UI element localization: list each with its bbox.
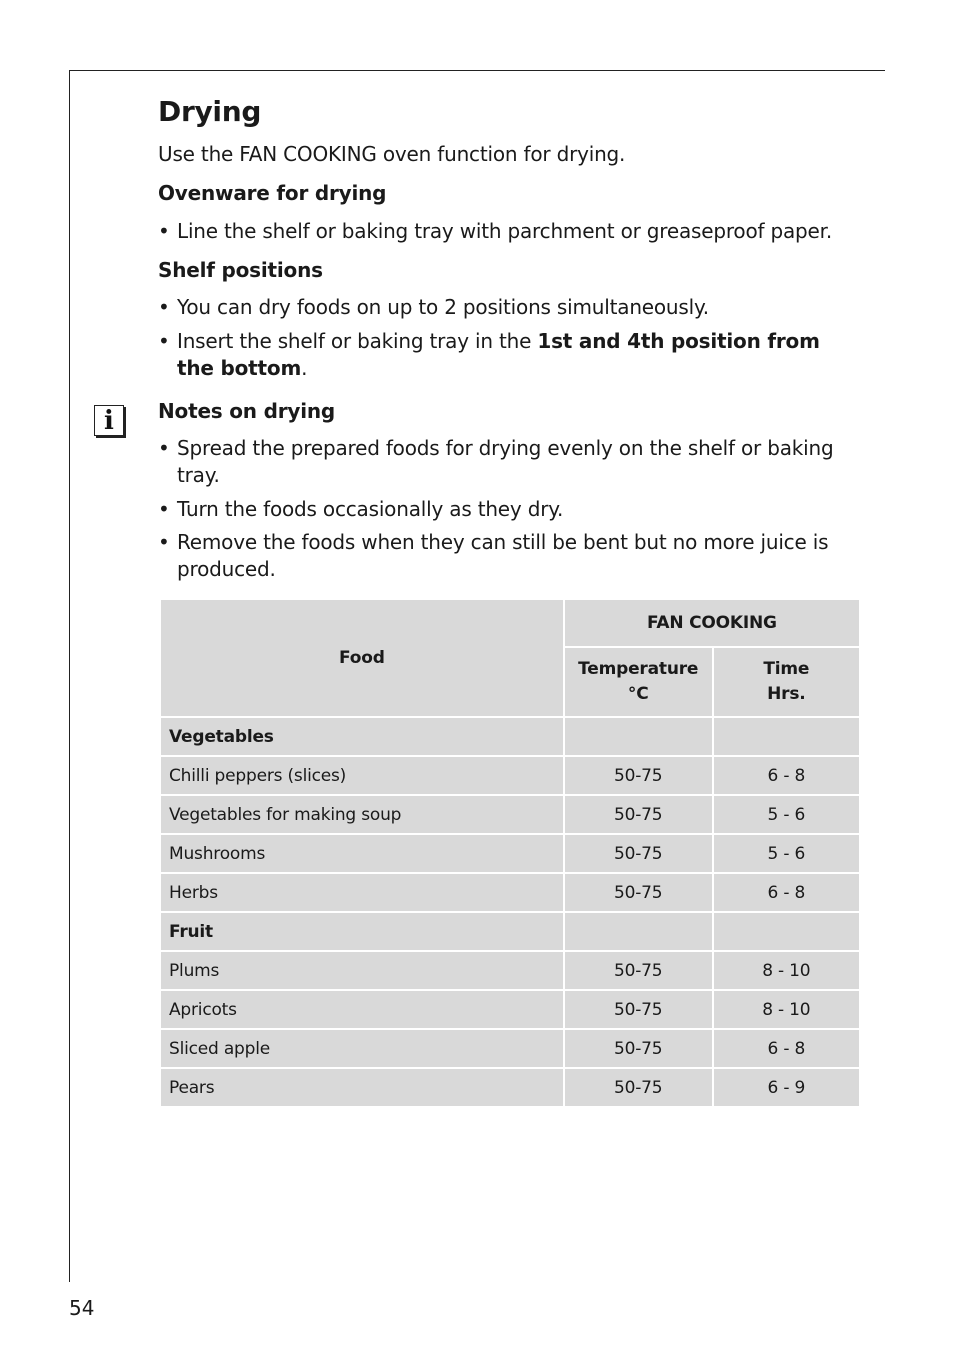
food-cell: Pears xyxy=(161,1069,563,1106)
shelf-heading: Shelf positions xyxy=(158,258,323,282)
info-icon: i xyxy=(94,405,124,436)
table-row xyxy=(161,1069,859,1106)
shelf-bullet-2 xyxy=(158,328,858,382)
header-time xyxy=(714,648,859,716)
empty-cell xyxy=(714,913,859,950)
food-cell: Sliced apple xyxy=(161,1030,563,1067)
temp-cell: 50-75 xyxy=(565,1030,712,1067)
table-row xyxy=(161,796,859,833)
top-rule xyxy=(69,70,885,71)
header-temp-unit: °C xyxy=(627,684,649,704)
bullet-text: Turn the foods occasionally as they dry. xyxy=(177,497,564,521)
empty-cell xyxy=(565,913,712,950)
header-time-label: Time xyxy=(763,659,810,679)
food-cell: Apricots xyxy=(161,991,563,1028)
food-cell: Chilli peppers (slices) xyxy=(161,757,563,794)
left-rule xyxy=(69,70,70,1282)
bullet-dot: • xyxy=(158,530,170,554)
temp-cell: 50-75 xyxy=(565,835,712,872)
notes-bullet-3 xyxy=(158,529,858,583)
table-row xyxy=(161,1030,859,1067)
bullet-text: Spread the prepared foods for drying evenly on the shelf or baking tray. xyxy=(177,436,834,487)
notes-heading: Notes on drying xyxy=(158,399,336,423)
header-time-unit: Hrs. xyxy=(767,684,806,704)
temp-cell: 50-75 xyxy=(565,874,712,911)
header-food: Food xyxy=(161,600,563,716)
bullet-text: You can dry foods on up to 2 positions simultaneously. xyxy=(177,295,709,319)
ovenware-bullet xyxy=(158,218,858,245)
time-cell: 6 - 8 xyxy=(714,874,859,911)
time-cell: 5 - 6 xyxy=(714,796,859,833)
temp-cell: 50-75 xyxy=(565,796,712,833)
temp-cell: 50-75 xyxy=(565,952,712,989)
time-cell: 6 - 8 xyxy=(714,757,859,794)
time-cell: 8 - 10 xyxy=(714,991,859,1028)
table-row xyxy=(161,835,859,872)
bullet-text: Line the shelf or baking tray with parchment or greaseproof paper. xyxy=(177,219,833,243)
time-cell: 8 - 10 xyxy=(714,952,859,989)
table-row xyxy=(161,991,859,1028)
category-row xyxy=(161,718,859,755)
bullet-text: Remove the foods when they can still be bent but no more juice is produced. xyxy=(177,530,829,581)
food-cell: Vegetables for making soup xyxy=(161,796,563,833)
time-cell: 6 - 9 xyxy=(714,1069,859,1106)
food-cell: Mushrooms xyxy=(161,835,563,872)
ovenware-heading: Ovenware for drying xyxy=(158,181,387,205)
temp-cell: 50-75 xyxy=(565,757,712,794)
temp-cell: 50-75 xyxy=(565,1069,712,1106)
table-row xyxy=(161,874,859,911)
bullet-text-pre: Insert the shelf or baking tray in the xyxy=(177,329,538,353)
bullet-dot: • xyxy=(158,295,170,319)
empty-cell xyxy=(714,718,859,755)
notes-bullet-1 xyxy=(158,435,858,489)
intro-text: Use the FAN COOKING oven function for drying. xyxy=(158,142,626,166)
category-label: Vegetables xyxy=(161,718,563,755)
food-cell: Herbs xyxy=(161,874,563,911)
notes-bullet-2 xyxy=(158,496,858,523)
bullet-text-post: . xyxy=(301,356,308,380)
bullet-dot: • xyxy=(158,329,170,353)
table-row xyxy=(161,952,859,989)
food-cell: Plums xyxy=(161,952,563,989)
category-label: Fruit xyxy=(161,913,563,950)
shelf-bullet-1 xyxy=(158,294,858,321)
page-number: 54 xyxy=(69,1296,95,1320)
bullet-text-bold: 1st and 4th position from the bottom xyxy=(177,329,820,380)
header-temp-label: Temperature xyxy=(578,659,699,679)
bullet-dot: • xyxy=(158,436,170,460)
time-cell: 6 - 8 xyxy=(714,1030,859,1067)
bullet-text xyxy=(158,328,858,382)
category-row xyxy=(161,913,859,950)
table-row xyxy=(161,757,859,794)
bullet-dot: • xyxy=(158,219,170,243)
time-cell: 5 - 6 xyxy=(714,835,859,872)
header-temperature xyxy=(565,648,712,716)
page-title: Drying xyxy=(158,95,262,128)
drying-table xyxy=(159,598,861,1108)
header-fan-cooking: FAN COOKING xyxy=(565,600,859,646)
empty-cell xyxy=(565,718,712,755)
temp-cell: 50-75 xyxy=(565,991,712,1028)
bullet-dot: • xyxy=(158,497,170,521)
